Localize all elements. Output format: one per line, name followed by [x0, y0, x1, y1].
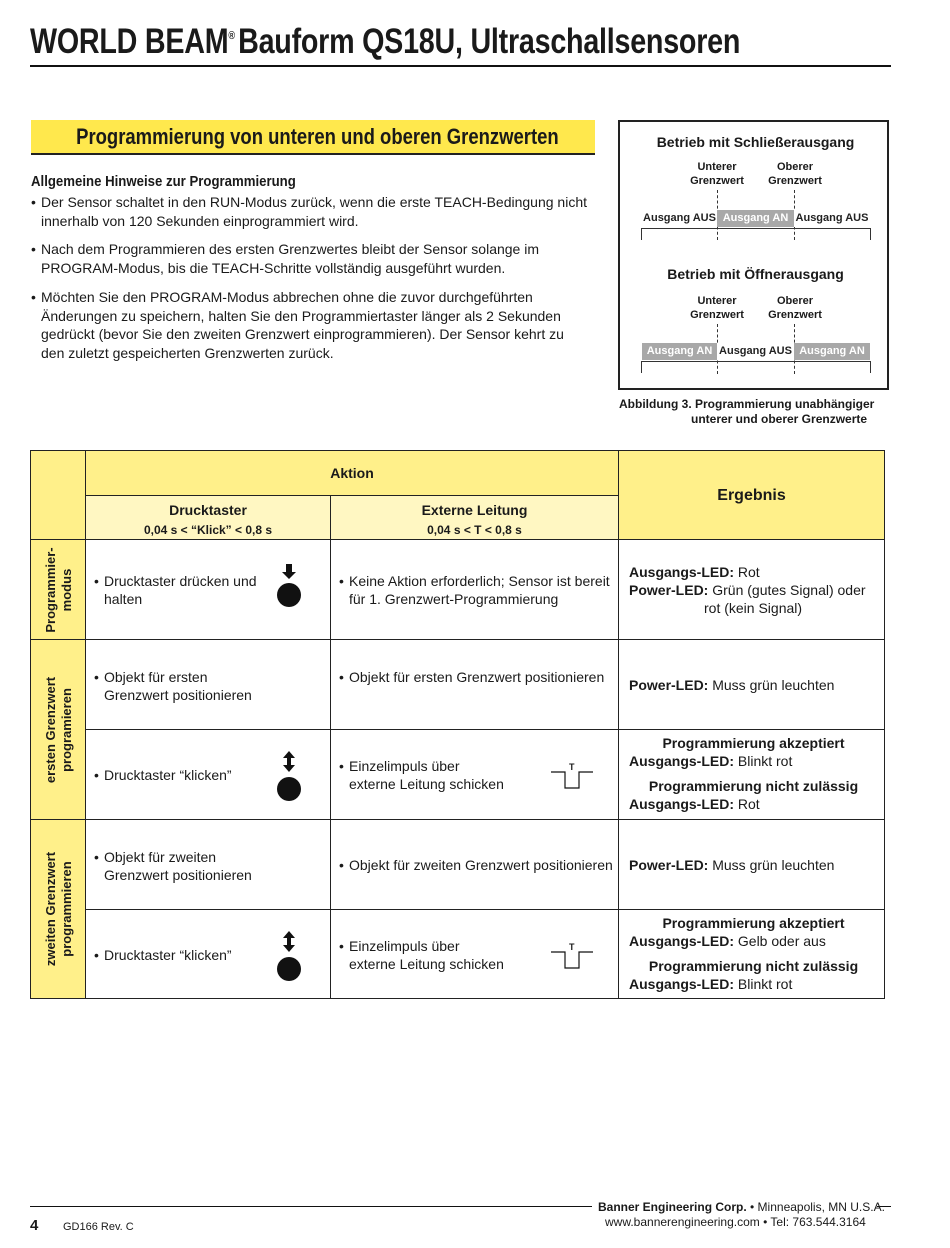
table-row-1-push: • Drucktaster drücken und halten	[85, 539, 331, 640]
upper-limit-label: Oberer Grenzwert	[768, 161, 822, 187]
section-banner	[31, 120, 595, 155]
group-label-second-limit: zweiten Grenzwert programmieren	[30, 819, 86, 999]
output-bar-off: Ausgang AUS	[717, 343, 794, 360]
lower-limit-label: Unterer Grenzwert	[690, 295, 744, 321]
table-row-2-remote: • Objekt für ersten Grenzwert positionieren	[330, 639, 619, 730]
page-title: WORLD BEAM®Bauform QS18U, Ultraschallsensoren	[30, 22, 741, 61]
axis-tick	[641, 228, 642, 240]
figure-title-normally-open: Betrieb mit Schließerausgang	[656, 134, 855, 150]
lower-limit-label: Unterer Grenzwert	[690, 161, 744, 187]
table-row-3-remote: • Einzelimpuls über externe Leitung schicken T	[330, 729, 619, 820]
table-row-3-push: • Drucktaster “klicken”	[85, 729, 331, 820]
output-bar-on: Ausgang AN	[717, 210, 794, 227]
document-id: GD166 Rev. C	[63, 1221, 134, 1233]
button-hold-icon	[274, 562, 304, 610]
output-bar-on: Ausgang AN	[642, 343, 717, 360]
output-bar-on: Ausgang AN	[794, 343, 870, 360]
note-item: • Möchten Sie den PROGRAM-Modus abbrechen ohne die zuvor durchgeführten Änderungen zu speichern, halten Sie den Programmiertaster länger als 2 Sekunden gedrückt (bevor Sie den zweiten Grenzwert einprogrammieren). Der Sensor kehrt zu den zuletzt gespeicherten Grenzwerten zurück.	[31, 289, 564, 361]
remote-line-header: Externe Leitung 0,04 s < T < 0,8 s	[330, 495, 619, 540]
title-rule	[30, 65, 891, 67]
note-item: • Nach dem Programmieren des ersten Grenzwertes bleibt der Sensor solange im PROGRAM-Modus, bis die TEACH-Schritte vollständig ausgeführt wurden.	[31, 241, 540, 276]
table-row-2-push: • Objekt für ersten Grenzwert positionieren	[85, 639, 331, 730]
table-row-1-result: Ausgangs-LED: Rot Power-LED: Grün (gutes Signal) oder rot (kein Signal)	[618, 539, 885, 640]
programming-table	[30, 450, 885, 999]
table-row-5-result: Programmierung akzeptiert Ausgangs-LED: Gelb oder aus Programmierung nicht zulässig Ausgangs-LED: Blinkt rot	[618, 909, 885, 999]
axis-tick	[641, 361, 642, 373]
distance-axis	[641, 228, 871, 229]
note-item: • Der Sensor schaltet in den RUN-Modus zurück, wenn die erste TEACH-Bedingung nicht innerhalb von 120 Sekunden einprogrammiert wird.	[31, 194, 587, 229]
footer-rule	[30, 1206, 592, 1207]
table-row-5-remote: • Einzelimpuls über externe Leitung schicken T	[330, 909, 619, 999]
pulse-label: T	[569, 942, 575, 952]
teach-window-figure	[618, 120, 889, 390]
table-row-3-result: Programmierung akzeptiert Ausgangs-LED: Blinkt rot Programmierung nicht zulässig Ausgangs-LED: Rot	[618, 729, 885, 820]
section-title: Programmierung von unteren und oberen Grenzwerten	[76, 124, 559, 149]
table-row-4-push: • Objekt für zweiten Grenzwert positionieren	[85, 819, 331, 910]
output-bar-off: Ausgang AUS	[642, 210, 717, 227]
distance-axis	[641, 361, 871, 362]
output-bar-off: Ausgang AUS	[794, 210, 870, 227]
table-row-1-remote: • Keine Aktion erforderlich; Sensor ist bereit für 1. Grenzwert-Programmierung	[330, 539, 619, 640]
footer-contact[interactable]: www.bannerengineering.com • Tel: 763.544.3164	[605, 1215, 866, 1229]
figure-title-normally-closed: Betrieb mit Öffnerausgang	[667, 266, 844, 282]
upper-limit-label: Oberer Grenzwert	[768, 295, 822, 321]
page-number: 4	[30, 1217, 39, 1234]
axis-tick	[870, 361, 871, 373]
action-header: Aktion	[85, 450, 619, 496]
result-header: Ergebnis	[618, 450, 885, 540]
push-button-header: Drucktaster 0,04 s < “Klick” < 0,8 s	[85, 495, 331, 540]
button-click-icon	[274, 930, 304, 984]
table-row-4-remote: • Objekt für zweiten Grenzwert positionieren	[330, 819, 619, 910]
notes-heading: Allgemeine Hinweise zur Programmierung	[31, 173, 296, 190]
button-click-icon	[274, 750, 304, 804]
group-label-program-mode: Programmier- modus	[30, 539, 86, 640]
axis-tick	[870, 228, 871, 240]
table-row-5-push: • Drucktaster “klicken”	[85, 909, 331, 999]
figure-caption: Abbildung 3. Programmierung unabhängiger unterer und oberer Grenzwerte	[619, 397, 875, 426]
pulse-label: T	[569, 762, 575, 772]
table-row-4-result: Power-LED: Muss grün leuchten	[618, 819, 885, 910]
group-label-first-limit: ersten Grenzwert programieren	[30, 639, 86, 820]
table-row-2-result: Power-LED: Muss grün leuchten	[618, 639, 885, 730]
footer-company: Banner Engineering Corp. • Minneapolis, MN U.S.A.	[598, 1200, 885, 1214]
